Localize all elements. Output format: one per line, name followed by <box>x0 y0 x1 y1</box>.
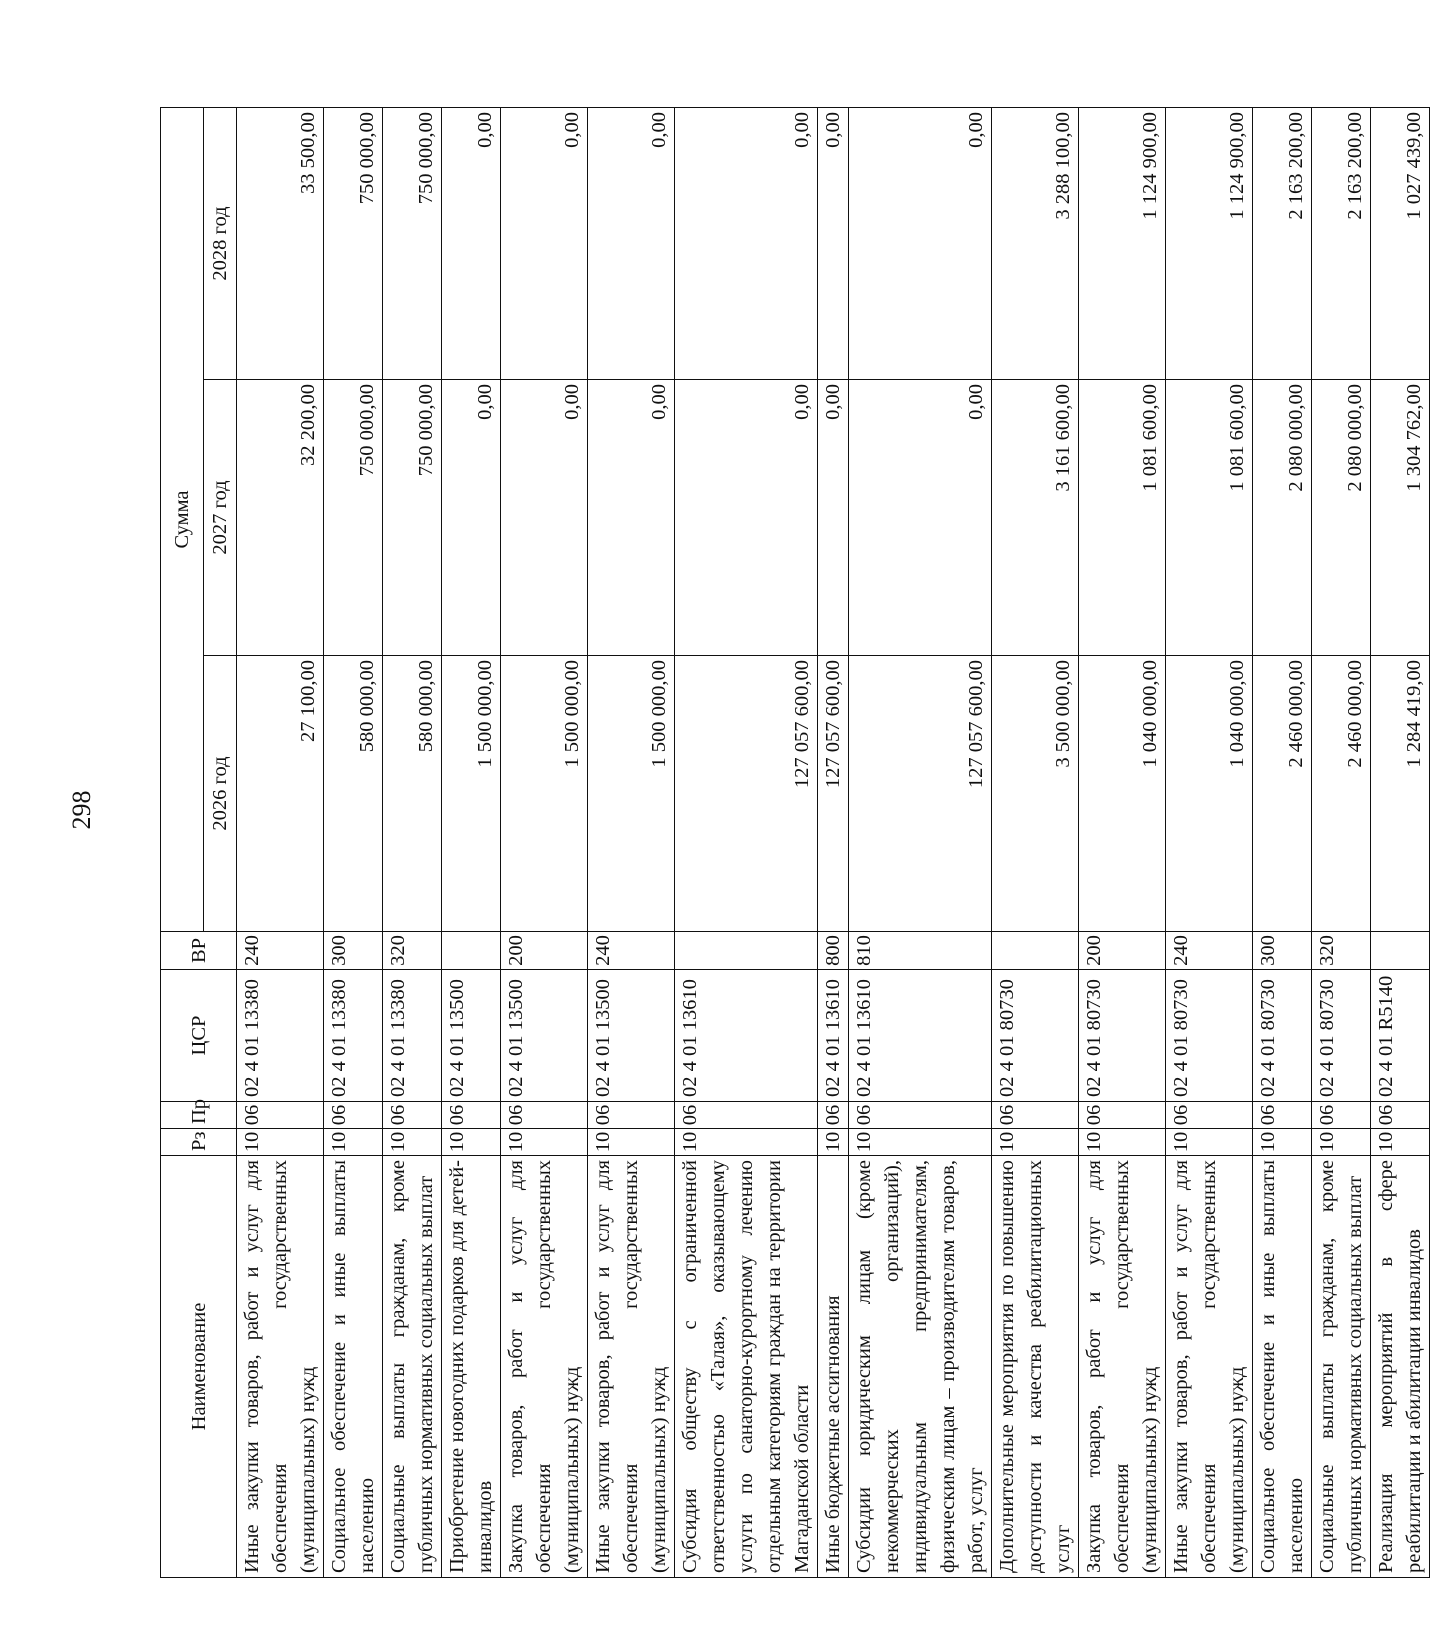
page-number: 298 <box>67 790 96 830</box>
row-pr: 06 <box>1312 1102 1371 1129</box>
rotated-table-frame <box>160 108 1425 1578</box>
row-vr: 320 <box>1312 932 1371 970</box>
row-vr: 240 <box>588 932 675 970</box>
row-pr: 06 <box>1079 1102 1166 1129</box>
row-sum-2028: 33 500,00 <box>237 107 324 379</box>
row-name: Иные закупки товаров, работ и услуг для обеспечения государственных (муниципальных) нужд <box>588 1156 675 1578</box>
row-sum-2026: 1 500 000,00 <box>442 656 501 932</box>
row-name: Приобретение новогодних подарков для детей-инвалидов <box>442 1156 501 1578</box>
row-sum-2028: 1 027 439,00 <box>1371 107 1430 379</box>
table-row <box>992 107 1079 1577</box>
row-name: Социальное обеспечение и иные выплаты населению <box>1253 1156 1312 1578</box>
row-vr: 810 <box>849 932 992 970</box>
table-row <box>818 107 849 1577</box>
header-csr: ЦСР <box>161 970 237 1102</box>
header-2026: 2026 год <box>204 656 237 932</box>
row-csr: 02 4 01 R5140 <box>1371 970 1430 1102</box>
row-rz: 10 <box>675 1129 818 1156</box>
row-csr: 02 4 01 80730 <box>1253 970 1312 1102</box>
table-row <box>588 107 675 1577</box>
row-rz: 10 <box>442 1129 501 1156</box>
row-name: Закупка товаров, работ и услуг для обеспечения государственных (муниципальных) нужд <box>1079 1156 1166 1578</box>
row-sum-2028: 0,00 <box>818 107 849 379</box>
row-rz: 10 <box>1166 1129 1253 1156</box>
row-csr: 02 4 01 13610 <box>849 970 992 1102</box>
table-row <box>324 107 383 1577</box>
row-rz: 10 <box>324 1129 383 1156</box>
row-pr: 06 <box>818 1102 849 1129</box>
row-name: Иные закупки товаров, работ и услуг для обеспечения государственных (муниципальных) нужд <box>237 1156 324 1578</box>
row-sum-2026: 27 100,00 <box>237 656 324 932</box>
row-vr: 200 <box>1079 932 1166 970</box>
budget-table <box>160 107 1430 1578</box>
row-sum-2026: 3 500 000,00 <box>992 656 1079 932</box>
row-vr: 300 <box>1253 932 1312 970</box>
row-sum-2027: 0,00 <box>849 380 992 656</box>
row-sum-2028: 0,00 <box>675 107 818 379</box>
row-vr <box>675 932 818 970</box>
row-pr: 06 <box>1253 1102 1312 1129</box>
table-row <box>849 107 992 1577</box>
row-pr: 06 <box>1371 1102 1430 1129</box>
table-row <box>1253 107 1312 1577</box>
row-rz: 10 <box>1079 1129 1166 1156</box>
header-name: Наименование <box>161 1156 237 1578</box>
table-row <box>1166 107 1253 1577</box>
row-sum-2027: 0,00 <box>501 380 588 656</box>
row-rz: 10 <box>1253 1129 1312 1156</box>
header-sum: Сумма <box>161 107 204 931</box>
row-sum-2027: 2 080 000,00 <box>1312 380 1371 656</box>
row-name: Социальные выплаты гражданам, кроме публичных нормативных социальных выплат <box>383 1156 442 1578</box>
row-csr: 02 4 01 80730 <box>1166 970 1253 1102</box>
row-name: Субсидия обществу с ограниченной ответственностью «Талая», оказывающему услуги по санаторно-курортному лечению отдельным категориям граждан на территории Магаданской области <box>675 1156 818 1578</box>
row-csr: 02 4 01 13610 <box>818 970 849 1102</box>
row-name: Социальные выплаты гражданам, кроме публичных нормативных социальных выплат <box>1312 1156 1371 1578</box>
row-sum-2028: 0,00 <box>849 107 992 379</box>
row-sum-2027: 2 080 000,00 <box>1253 380 1312 656</box>
table-row <box>675 107 818 1577</box>
row-sum-2026: 127 057 600,00 <box>818 656 849 932</box>
row-name: Иные бюджетные ассигнования <box>818 1156 849 1578</box>
row-sum-2028: 0,00 <box>588 107 675 379</box>
table-row <box>383 107 442 1577</box>
row-rz: 10 <box>383 1129 442 1156</box>
row-sum-2028: 0,00 <box>442 107 501 379</box>
row-sum-2027: 750 000,00 <box>324 380 383 656</box>
row-pr: 06 <box>849 1102 992 1129</box>
row-csr: 02 4 01 13380 <box>324 970 383 1102</box>
row-csr: 02 4 01 80730 <box>1079 970 1166 1102</box>
row-csr: 02 4 01 80730 <box>1312 970 1371 1102</box>
row-pr: 06 <box>324 1102 383 1129</box>
row-sum-2027: 1 081 600,00 <box>1079 380 1166 656</box>
row-csr: 02 4 01 13380 <box>383 970 442 1102</box>
row-vr: 240 <box>1166 932 1253 970</box>
row-pr: 06 <box>1166 1102 1253 1129</box>
header-2028: 2028 год <box>204 107 237 379</box>
row-pr: 06 <box>237 1102 324 1129</box>
row-vr: 200 <box>501 932 588 970</box>
table-viewport <box>160 108 1425 1578</box>
row-rz: 10 <box>1312 1129 1371 1156</box>
row-sum-2027: 1 304 762,00 <box>1371 380 1430 656</box>
row-name: Закупка товаров, работ и услуг для обеспечения государственных (муниципальных) нужд <box>501 1156 588 1578</box>
header-row-1 <box>161 107 204 1577</box>
row-sum-2027: 0,00 <box>442 380 501 656</box>
row-sum-2026: 1 500 000,00 <box>501 656 588 932</box>
row-sum-2027: 1 081 600,00 <box>1166 380 1253 656</box>
row-vr: 300 <box>324 932 383 970</box>
row-sum-2027: 0,00 <box>675 380 818 656</box>
row-csr: 02 4 01 80730 <box>992 970 1079 1102</box>
row-pr: 06 <box>501 1102 588 1129</box>
table-row <box>237 107 324 1577</box>
row-sum-2026: 1 500 000,00 <box>588 656 675 932</box>
row-sum-2026: 127 057 600,00 <box>849 656 992 932</box>
row-vr: 320 <box>383 932 442 970</box>
row-rz: 10 <box>1371 1129 1430 1156</box>
row-csr: 02 4 01 13500 <box>442 970 501 1102</box>
header-rz: Рз <box>161 1129 237 1156</box>
row-rz: 10 <box>588 1129 675 1156</box>
table-row <box>1371 107 1430 1577</box>
row-rz: 10 <box>992 1129 1079 1156</box>
row-sum-2026: 580 000,00 <box>324 656 383 932</box>
row-pr: 06 <box>675 1102 818 1129</box>
row-sum-2027: 32 200,00 <box>237 380 324 656</box>
row-sum-2026: 1 040 000,00 <box>1079 656 1166 932</box>
row-sum-2026: 1 284 419,00 <box>1371 656 1430 932</box>
row-rz: 10 <box>501 1129 588 1156</box>
table-body <box>237 107 1430 1577</box>
row-sum-2027: 750 000,00 <box>383 380 442 656</box>
table-row <box>442 107 501 1577</box>
row-sum-2026: 580 000,00 <box>383 656 442 932</box>
row-rz: 10 <box>849 1129 992 1156</box>
row-sum-2028: 2 163 200,00 <box>1253 107 1312 379</box>
row-pr: 06 <box>992 1102 1079 1129</box>
row-sum-2028: 1 124 900,00 <box>1166 107 1253 379</box>
row-vr: 800 <box>818 932 849 970</box>
row-sum-2027: 3 161 600,00 <box>992 380 1079 656</box>
row-sum-2027: 0,00 <box>588 380 675 656</box>
row-csr: 02 4 01 13500 <box>501 970 588 1102</box>
row-name: Реализация мероприятий в сфере реабилитации и абилитации инвалидов <box>1371 1156 1430 1578</box>
row-rz: 10 <box>818 1129 849 1156</box>
row-sum-2028: 750 000,00 <box>383 107 442 379</box>
row-vr <box>442 932 501 970</box>
row-name: Иные закупки товаров, работ и услуг для обеспечения государственных (муниципальных) нужд <box>1166 1156 1253 1578</box>
row-sum-2028: 2 163 200,00 <box>1312 107 1371 379</box>
row-csr: 02 4 01 13610 <box>675 970 818 1102</box>
header-pr: Пр <box>161 1102 237 1129</box>
row-sum-2027: 0,00 <box>818 380 849 656</box>
row-csr: 02 4 01 13380 <box>237 970 324 1102</box>
row-vr <box>1371 932 1430 970</box>
row-sum-2026: 1 040 000,00 <box>1166 656 1253 932</box>
row-sum-2028: 750 000,00 <box>324 107 383 379</box>
row-pr: 06 <box>442 1102 501 1129</box>
row-sum-2028: 1 124 900,00 <box>1079 107 1166 379</box>
row-pr: 06 <box>383 1102 442 1129</box>
row-csr: 02 4 01 13500 <box>588 970 675 1102</box>
table-row <box>501 107 588 1577</box>
row-vr <box>992 932 1079 970</box>
row-sum-2026: 2 460 000,00 <box>1253 656 1312 932</box>
header-2027: 2027 год <box>204 380 237 656</box>
header-vr: ВР <box>161 932 237 970</box>
row-name: Субсидии юридическим лицам (кроме некоммерческих организаций), индивидуальным предпринимателям, физическим лицам – производителям товаров, работ, услуг <box>849 1156 992 1578</box>
table-row <box>1312 107 1371 1577</box>
row-sum-2026: 2 460 000,00 <box>1312 656 1371 932</box>
table-row <box>1079 107 1166 1577</box>
row-vr: 240 <box>237 932 324 970</box>
row-sum-2028: 0,00 <box>501 107 588 379</box>
row-sum-2026: 127 057 600,00 <box>675 656 818 932</box>
row-rz: 10 <box>237 1129 324 1156</box>
row-name: Дополнительные мероприятия по повышению доступности и качества реабилитационных услуг <box>992 1156 1079 1578</box>
row-sum-2028: 3 288 100,00 <box>992 107 1079 379</box>
row-name: Социальное обеспечение и иные выплаты населению <box>324 1156 383 1578</box>
row-pr: 06 <box>588 1102 675 1129</box>
